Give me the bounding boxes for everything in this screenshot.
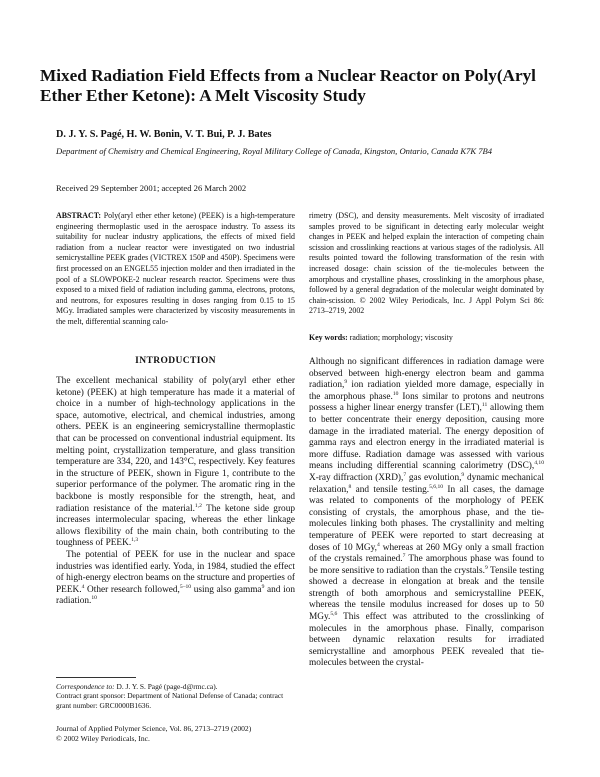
text-run: The excellent mechanical stability of poly(aryl ether ether ketone) (PEEK) at high temperature has made it a material of choice in a number of high-technology applications in the space, automotive, electrical, and chemical industries, among others. PEEK is an engineering semicrystalline thermoplastic that can be processed on conventional industrial equipment. Its melting point, crystallization temperature, and glass transition temperature are 334, 220, and 143°C, respectively. Key features in the structure of PEEK, shown in Figure 1, contribute to the superior performance of the polymer. The aromatic ring in the backbone is mostly responsible for the strength, heat, and radiation resistance of the material. — [56, 376, 295, 514]
affiliation: Department of Chemistry and Chemical Engineering, Royal Military College of Canada, Kingston, Ontario, Canada K7K 7B4 — [56, 146, 493, 156]
citation: 9 — [461, 471, 465, 478]
journal-info — [56, 724, 295, 743]
text-run: In all cases, the damage was related to components of the morphology of PEEK consisting of crystals, the amorphous phase, and the tie-molecules linking both phases. The crystallinity and melting temperature of PEEK were reported to start decreasing at doses of 10 MGy, — [309, 484, 544, 553]
footnotes — [56, 682, 295, 710]
intro-paragraph-3 — [309, 357, 544, 670]
footnote-divider — [56, 677, 136, 678]
text-run: ion radiation yielded more damage, especially in the amorphous phase. — [309, 380, 544, 402]
text-run: gas evolution, — [406, 472, 462, 483]
citation: 4,10 — [534, 460, 544, 467]
text-run: Tensile testing showed a decrease in elongation at break and the tensile strength of both amorphous and semicrystalline PEEK, whereas the tensile modulus increased for doses up to 50 MGy. — [309, 565, 544, 623]
citation: 11 — [481, 402, 488, 409]
intro-paragraph-1 — [56, 376, 295, 550]
citation: 1,3 — [131, 537, 139, 544]
citation: 5,6,10 — [429, 483, 444, 490]
correspondence-footnote — [56, 682, 295, 691]
citation: 8 — [348, 483, 352, 490]
keywords-label: Key words: — [309, 333, 348, 342]
text-run: dynamic mechanical relaxation, — [309, 472, 544, 495]
citation: 10 — [91, 595, 97, 602]
text-run: whereas at 260 MGy only a small fraction of the crystals remained. — [309, 542, 544, 565]
citation: 5–10 — [179, 583, 192, 590]
text-run: and tensile testing. — [351, 484, 430, 495]
author-list: D. J. Y. S. Pagé, H. W. Bonin, V. T. Bui, P. J. Bates — [56, 129, 272, 140]
text-run: Other research followed, — [84, 584, 180, 595]
citation: 1,2 — [194, 502, 202, 509]
keywords-text: radiation; morphology; viscosity — [349, 333, 453, 342]
citation: 9 — [484, 564, 488, 571]
abstract-text-left: Poly(aryl ether ether ketone) (PEEK) is a high-temperature engineering thermoplastic used in the aerospace industry. To assess its suitability for nuclear industry applications, the effects of mixed field radiation from a nuclear reactor were investigated on two industrial semicrystalline PEEK grades (VICTREX 150P and 450P). Specimens were first processed on an ENGEL55 injection molder and then irradiated in the pool of a SLOWPOKE-2 nuclear research reactor. Specimens were thus exposed to a mixed field of radiation including gamma, electrons, protons, and neutrons, for exposures resulting in doses ranging from 0.15 to 15 MGy. Irradiated samples were characterized by viscosity measurements in the melt, differential scanning calo- — [56, 211, 295, 326]
text-run: using also gamma — [191, 584, 262, 595]
abstract-left — [56, 211, 295, 328]
intro-paragraph-2 — [56, 550, 295, 608]
text-run: This effect was attributed to the crosslinking of molecules in the amorphous phase. Finally, comparison between dynamic relaxation results for irradiated semicrystalline and amorphous PEEK revealed that tie-molecules between the crystal- — [309, 612, 544, 669]
abstract-text-right: rimetry (DSC), and density measurements. Melt viscosity of irradiated samples proved to be significant in detecting early molecular weight changes in PEEK and helped explain the interaction of competing chain scission and crosslinking reactions at various stages of the radiolysis. All results pointed toward the following transformation of the resin with increased dosage: chain scission of the tie-molecules between the amorphous and crystalline phases, crosslinking in the amorphous phase, followed by a general degradation of the molecular weight dominated by chain-scission. © 2002 Wiley Periodicals, Inc. J Appl Polym Sci 86: 2713–2719, 2002 — [309, 211, 544, 316]
correspondence-text: D. J. Y. S. Pagé (page-d@rmc.ca). — [114, 682, 218, 691]
abstract-right — [309, 211, 544, 317]
grant-footnote: Contract grant sponsor: Department of National Defense of Canada; contract grant number: GRC0000B1636. — [56, 691, 284, 710]
body-column-left — [56, 376, 295, 608]
journal-citation: Journal of Applied Polymer Science, Vol. 86, 2713–2719 (2002) — [56, 724, 252, 733]
citation: 7 — [403, 471, 407, 478]
citation: 4 — [81, 583, 85, 590]
journal-copyright: © 2002 Wiley Periodicals, Inc. — [56, 733, 150, 743]
correspondence-label: Correspondence to: — [56, 682, 115, 691]
text-run: Although no significant differences in radiation damage were observed between high-energy electron beam and gamma radiation, — [309, 357, 544, 391]
text-run: and ion radiation. — [56, 584, 295, 607]
text-run: The amorphous phase was found to be more sensitive to radiation than the crystals. — [309, 554, 544, 576]
citation: 9 — [344, 379, 348, 386]
abstract-label: ABSTRACT: — [56, 211, 102, 220]
citation: 4 — [376, 541, 380, 548]
citation: 10 — [392, 390, 399, 397]
text-run: allowing them to better concentrate their energy deposition, causing more damage in the irradiated material. The energy deposition of gamma rays and electron energy in the irradiated material is more diffuse. Radiation damage was assessed with various means including differential scanning calorimetry (DSC), — [309, 403, 544, 472]
citation: 7 — [402, 553, 406, 559]
text-run: Ions similar to protons and neutrons possess a higher linear energy transfer (LET), — [309, 391, 544, 414]
citation: 5,6 — [330, 610, 338, 617]
text-run: The potential of PEEK for use in the nuclear and space industries was identified early. Yoda, in 1984, studied the effect of high-energy electron beams on the structure and properties of PEEK. — [56, 549, 295, 595]
text-run: X-ray diffraction (XRD), — [309, 472, 404, 483]
keywords — [309, 333, 544, 342]
received-dates: Received 29 September 2001; accepted 26 March 2002 — [56, 183, 247, 193]
citation: 9 — [261, 583, 265, 590]
paper-title: Mixed Radiation Field Effects from a Nuclear Reactor on Poly(Aryl Ether Ether Ketone): A Melt Viscosity Study — [40, 66, 536, 105]
body-column-right — [309, 357, 544, 670]
text-run: The ketone side group increases intermolecular spacing, whereas the ether linkage allows flexibility of the main chain, both contributing to the toughness of PEEK. — [56, 503, 295, 549]
section-heading-introduction: INTRODUCTION — [135, 356, 216, 366]
